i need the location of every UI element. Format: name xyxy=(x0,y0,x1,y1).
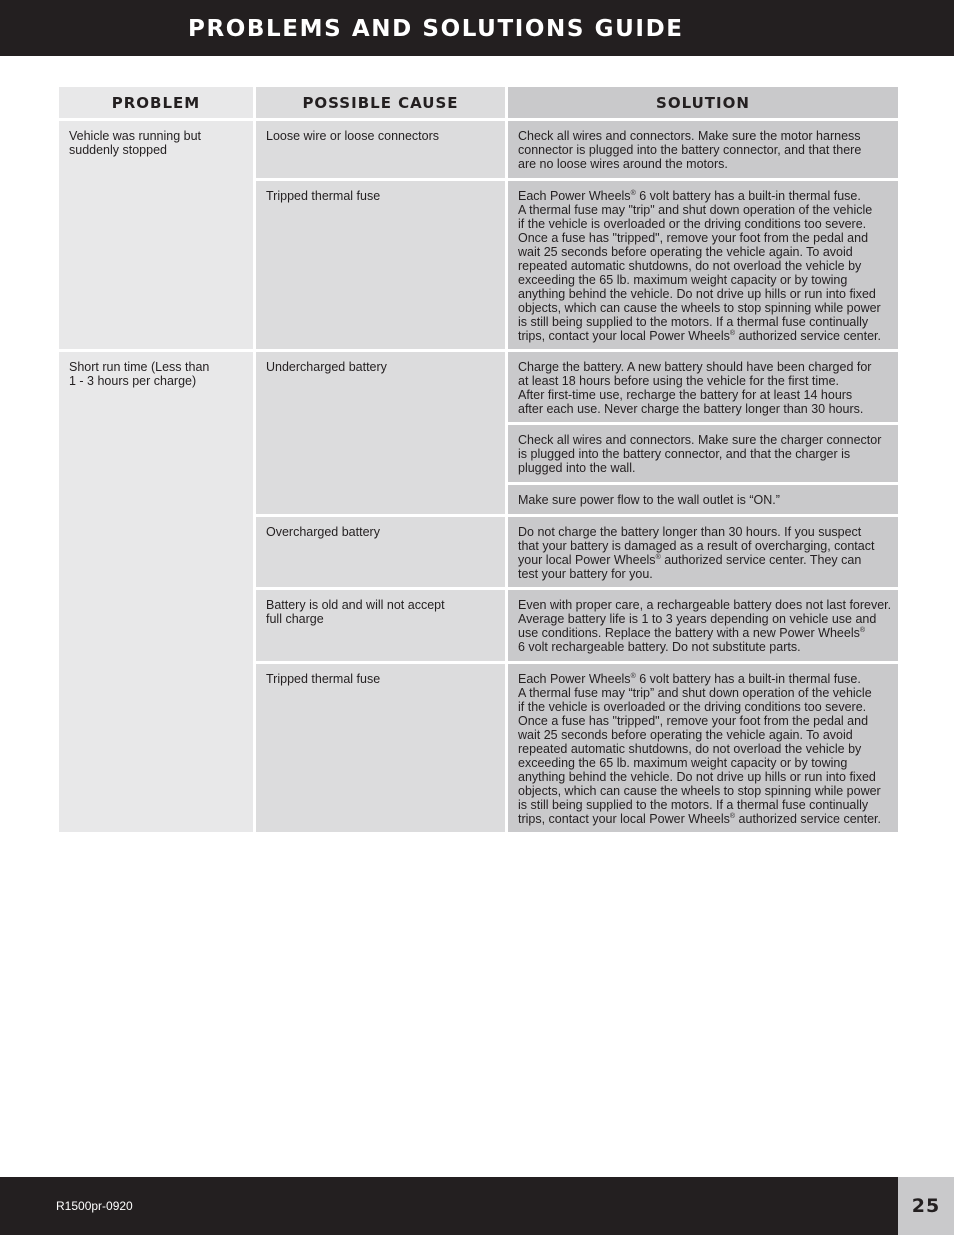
solution-line: After first-time use, recharge the battery for at least 14 hours xyxy=(518,388,853,402)
solution-line: Each Power Wheels® 6 volt battery has a built-in thermal fuse. xyxy=(518,672,861,686)
solution-line: is plugged into the battery connector, and that the charger is xyxy=(518,447,851,461)
solution-line: plugged into the wall. xyxy=(518,461,636,475)
solution-line: if the vehicle is overloaded or the driving conditions too severe. xyxy=(518,217,867,231)
solution-line: Do not charge the battery longer than 30 hours. If you suspect xyxy=(518,525,862,539)
solution-line: Average battery life is 1 to 3 years depending on vehicle use and xyxy=(518,612,877,626)
solution-line: repeated automatic shutdowns, do not overload the vehicle by xyxy=(518,259,862,273)
solution-cell xyxy=(508,485,898,514)
solution-cell xyxy=(508,664,898,832)
problem-line: 1 - 3 hours per charge) xyxy=(69,374,197,388)
cause-cell xyxy=(256,664,505,832)
solution-cell xyxy=(508,181,898,349)
page-title: PROBLEMS AND SOLUTIONS GUIDE xyxy=(188,16,684,42)
solution-line: A thermal fuse may "trip" and shut down operation of the vehicle xyxy=(518,203,873,217)
solution-line: exceeding the 65 lb. maximum weight capacity or by towing xyxy=(518,756,848,770)
solution-line: trips, contact your local Power Wheels® authorized service center. xyxy=(518,812,881,826)
solution-line: Charge the battery. A new battery should have been charged for xyxy=(518,360,872,374)
cause-cell xyxy=(256,517,505,587)
solution-line: is still being supplied to the motors. If a thermal fuse continually xyxy=(518,315,869,329)
solution-line: anything behind the vehicle. Do not drive up hills or run into fixed xyxy=(518,287,876,301)
solution-line: anything behind the vehicle. Do not drive up hills or run into fixed xyxy=(518,770,876,784)
cause-cell xyxy=(256,590,505,661)
cause-line: Undercharged battery xyxy=(266,360,387,374)
cause-line: Tripped thermal fuse xyxy=(266,189,381,203)
solution-line: A thermal fuse may “trip” and shut down operation of the vehicle xyxy=(518,686,872,700)
solution-line: exceeding the 65 lb. maximum weight capacity or by towing xyxy=(518,273,848,287)
solution-line: your local Power Wheels® authorized service center. They can xyxy=(518,553,862,567)
solution-line: Make sure power flow to the wall outlet is “ON.” xyxy=(518,493,780,507)
cause-line: full charge xyxy=(266,612,324,626)
cause-cell xyxy=(256,121,505,178)
solution-line: repeated automatic shutdowns, do not overload the vehicle by xyxy=(518,742,862,756)
solution-cell xyxy=(508,590,898,661)
footer-bar xyxy=(0,1177,954,1235)
column-header-cause: POSSIBLE CAUSE xyxy=(256,87,505,118)
solution-line: if the vehicle is overloaded or the driving conditions too severe. xyxy=(518,700,867,714)
problem-cell xyxy=(59,121,253,349)
solution-line: connector is plugged into the battery connector, and that there xyxy=(518,143,862,157)
solution-line: at least 18 hours before using the vehicle for the first time. xyxy=(518,374,840,388)
solution-line: trips, contact your local Power Wheels® authorized service center. xyxy=(518,329,881,343)
problem-cell xyxy=(59,352,253,832)
page-number-box xyxy=(898,1177,954,1235)
cause-cell xyxy=(256,181,505,349)
solution-line: objects, which can cause the wheels to stop spinning while power xyxy=(518,784,881,798)
solution-line: use conditions. Replace the battery with a new Power Wheels® xyxy=(518,626,866,640)
cause-line: Loose wire or loose connectors xyxy=(266,129,440,143)
problem-line: Vehicle was running but xyxy=(69,129,202,143)
solution-cell xyxy=(508,425,898,482)
solution-line: after each use. Never charge the battery longer than 30 hours. xyxy=(518,402,864,416)
problem-line: suddenly stopped xyxy=(69,143,167,157)
solution-cell xyxy=(508,121,898,178)
solution-line: 6 volt rechargeable battery. Do not substitute parts. xyxy=(518,640,801,654)
solution-line: Check all wires and connectors. Make sure the charger connector xyxy=(518,433,882,447)
header-bar xyxy=(0,0,954,56)
cause-cell xyxy=(256,352,505,514)
cause-line: Tripped thermal fuse xyxy=(266,672,381,686)
column-header-solution: SOLUTION xyxy=(508,87,898,118)
solution-line: Even with proper care, a rechargeable battery does not last forever. xyxy=(518,598,892,612)
solution-line: objects, which can cause the wheels to stop spinning while power xyxy=(518,301,881,315)
solution-line: Once a fuse has "tripped", remove your foot from the pedal and xyxy=(518,231,869,245)
solution-line: are no loose wires around the motors. xyxy=(518,157,728,171)
solution-line: that your battery is damaged as a result of overcharging, contact xyxy=(518,539,875,553)
solution-cell xyxy=(508,517,898,587)
document-code: R1500pr-0920 xyxy=(56,1199,133,1213)
cause-line: Overcharged battery xyxy=(266,525,380,539)
solution-line: is still being supplied to the motors. If a thermal fuse continually xyxy=(518,798,869,812)
problem-line: Short run time (Less than xyxy=(69,360,210,374)
solution-line: Check all wires and connectors. Make sure the motor harness xyxy=(518,129,861,143)
cause-line: Battery is old and will not accept xyxy=(266,598,445,612)
solution-cell xyxy=(508,352,898,422)
solution-line: Once a fuse has "tripped", remove your foot from the pedal and xyxy=(518,714,869,728)
solution-line: test your battery for you. xyxy=(518,567,653,581)
solution-line: wait 25 seconds before operating the vehicle again. To avoid xyxy=(518,245,853,259)
page-number: 25 xyxy=(911,1195,941,1217)
solution-line: wait 25 seconds before operating the vehicle again. To avoid xyxy=(518,728,853,742)
solution-line: Each Power Wheels® 6 volt battery has a built-in thermal fuse. xyxy=(518,189,861,203)
column-header-problem: PROBLEM xyxy=(59,87,253,118)
